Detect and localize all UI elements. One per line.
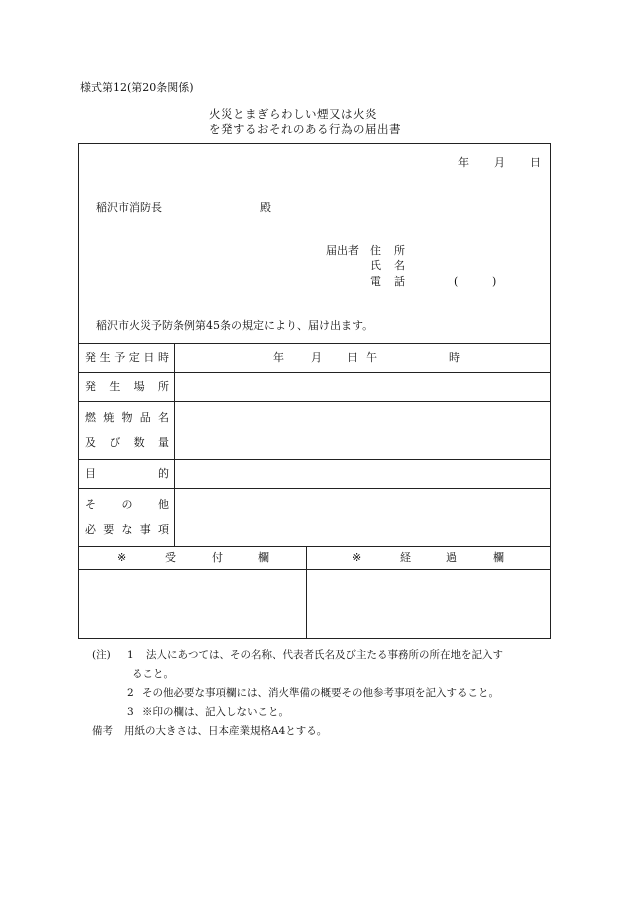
remarks-label: 備考	[92, 725, 113, 737]
note-1-line1: 法人にあつては、その名称、代表者氏名及び主たる事務所の所在地を記入す	[146, 649, 503, 661]
other-label-2: 必 要 な 事 項	[85, 523, 169, 536]
items-label-1: 燃 焼 物 品 名	[85, 411, 169, 424]
declaration: 稲沢市火災予防条例第45条の規定により、届け出ます。	[96, 319, 374, 332]
phone-label-1: 電	[370, 275, 381, 288]
reception-char-1: 受	[165, 551, 176, 564]
place-label: 発 生 場 所	[85, 380, 169, 393]
schedule-label: 発 生 予 定 日 時	[85, 351, 169, 364]
progress-char-1: 経	[400, 551, 411, 564]
reception-mark: ※	[117, 551, 127, 564]
form-number: 様式第12(第20条関係)	[80, 81, 194, 94]
schedule-ampm: 午	[366, 351, 377, 364]
notifier-label: 届出者	[326, 244, 359, 257]
phone-label-2: 話	[394, 275, 405, 288]
schedule-day: 日	[347, 351, 358, 364]
date-day-label: 日	[530, 156, 541, 169]
honorific: 殿	[260, 201, 271, 214]
schedule-hour: 時	[449, 351, 460, 364]
form-table	[78, 143, 551, 639]
note-3-text: ※印の欄は、記入しないこと。	[142, 706, 289, 718]
phone-close-paren: )	[492, 275, 497, 288]
address-label-1: 住	[370, 244, 381, 257]
address-label-2: 所	[394, 244, 405, 257]
name-label-2: 名	[394, 259, 405, 272]
reception-char-3: 欄	[258, 551, 269, 564]
note-2-text: その他必要な事項欄には、消火準備の概要その他参考事項を記入すること。	[142, 687, 499, 699]
date-month-label: 月	[494, 156, 505, 169]
progress-char-2: 過	[446, 551, 457, 564]
note-1-line2: ること。	[132, 668, 174, 680]
form-title-line2: を発するおそれのある行為の届出書	[209, 122, 401, 136]
note-2-number: 2	[127, 687, 134, 699]
notes-prefix: (注)	[92, 649, 111, 661]
date-year-label: 年	[458, 156, 469, 169]
remarks-text: 用紙の大きさは、日本産業規格A4とする。	[124, 725, 328, 737]
name-label-1: 氏	[370, 259, 381, 272]
other-label-1: そ の 他	[85, 498, 169, 511]
schedule-month: 月	[311, 351, 322, 364]
progress-mark: ※	[352, 551, 362, 564]
form-title-line1: 火災とまぎらわしい煙又は火炎	[209, 107, 377, 121]
phone-open-paren: (	[454, 275, 459, 288]
reception-char-2: 付	[212, 551, 223, 564]
purpose-label: 目 的	[85, 467, 169, 480]
note-3-number: 3	[127, 706, 134, 718]
schedule-year: 年	[273, 351, 284, 364]
note-1-number: 1	[127, 649, 134, 661]
addressee: 稲沢市消防長	[96, 201, 162, 214]
items-label-2: 及 び 数 量	[85, 436, 169, 449]
progress-char-3: 欄	[493, 551, 504, 564]
